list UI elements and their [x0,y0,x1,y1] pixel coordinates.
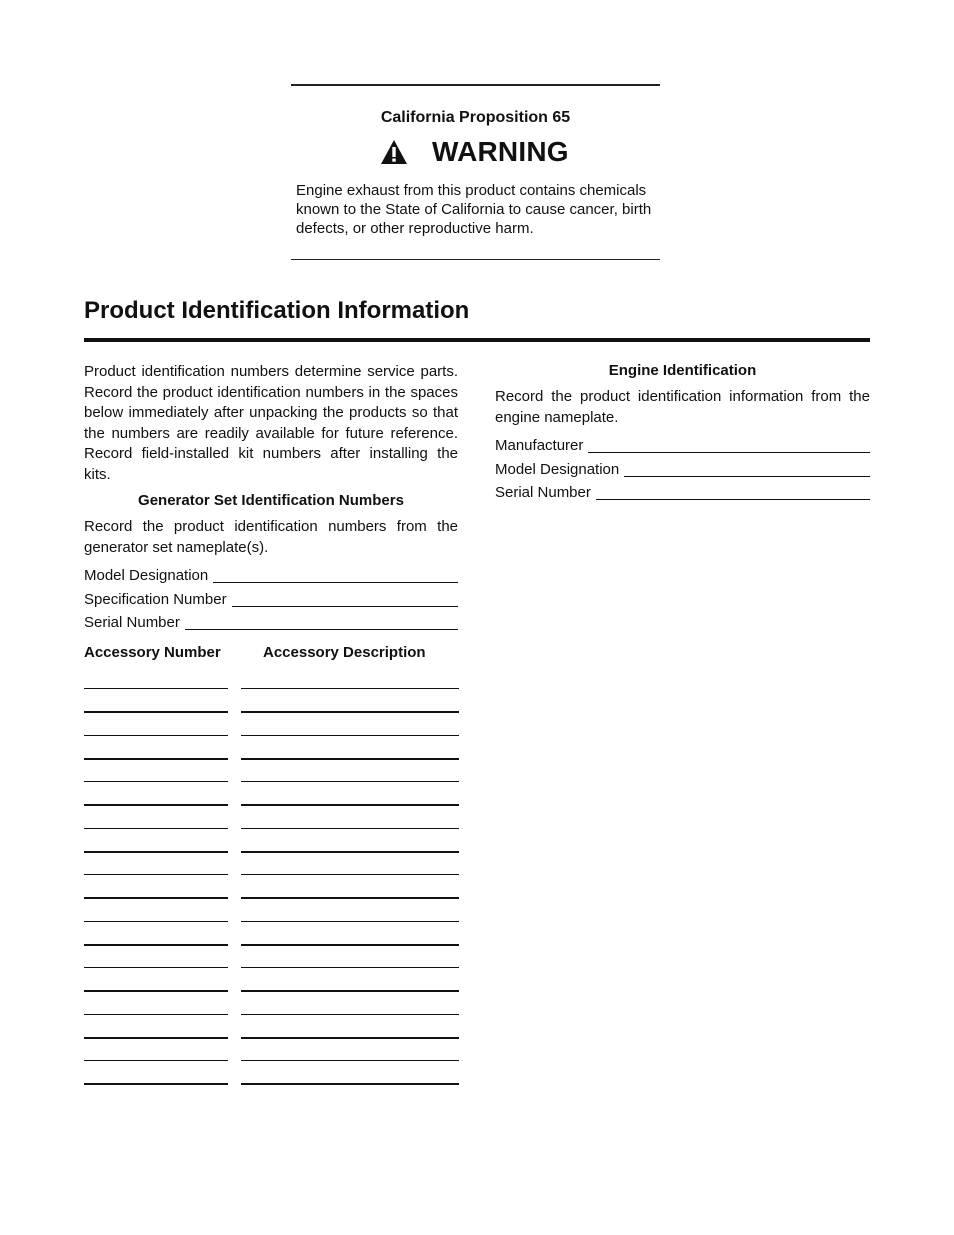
engine-serial-label: Serial Number [495,484,591,501]
accessory-description-line[interactable] [241,1037,459,1039]
accessory-description-line[interactable] [241,990,459,992]
accessory-description-line[interactable] [241,921,459,922]
genset-model-field[interactable] [84,564,458,584]
intro-paragraph: Product identification numbers determine service parts. Record the product identification numbers in the spaces below immediately after unpacking the products so that the numbers are readily available for future reference. Record field-installed kit numbers after installing the kits. [84,363,458,483]
accessory-number-line[interactable] [84,735,228,736]
accessory-description-line[interactable] [241,688,459,689]
accessory-description-line[interactable] [241,804,459,806]
engine-paragraph: Record the product identification information from the engine nameplate. [495,388,870,426]
genset-heading: Generator Set Identification Numbers [138,492,404,509]
genset-spec-line[interactable] [232,605,458,607]
accessory-description-header: Accessory Description [263,644,426,661]
accessory-number-header: Accessory Number [84,644,221,661]
accessory-description-line[interactable] [241,735,459,736]
genset-serial-line[interactable] [185,628,458,630]
accessory-number-line[interactable] [84,874,228,875]
accessory-description-line[interactable] [241,1014,459,1015]
engine-manufacturer-label: Manufacturer [495,437,584,454]
engine-heading: Engine Identification [608,362,757,379]
warning-title: California Proposition 65 [380,109,571,126]
genset-paragraph: Record the product identification numbers from the generator set nameplate(s). [84,518,458,556]
accessory-number-line[interactable] [84,781,228,782]
genset-spec-field[interactable] [84,588,458,608]
accessory-number-line[interactable] [84,851,228,853]
accessory-number-line[interactable] [84,1060,228,1061]
genset-serial-field[interactable] [84,611,458,631]
engine-model-field[interactable] [495,458,870,478]
genset-spec-label: Specification Number [84,591,227,608]
accessory-description-line[interactable] [241,851,459,853]
warning-body: Engine exhaust from this product contains chemicals known to the State of California to cause cancer, birth defects, or other reproductive harm. [296,182,652,237]
engine-serial-line[interactable] [596,498,870,500]
accessory-description-line[interactable] [241,1083,459,1085]
accessory-number-line[interactable] [84,897,228,899]
warning-bottom-rule [291,259,660,260]
section-title: Product Identification Information [84,297,470,324]
engine-serial-field[interactable] [495,481,870,501]
genset-model-label: Model Designation [84,567,209,584]
warning-triangle-icon [380,139,408,165]
accessory-description-line[interactable] [241,874,459,875]
genset-serial-label: Serial Number [84,614,180,631]
accessory-number-line[interactable] [84,1037,228,1039]
accessory-number-line[interactable] [84,688,228,689]
engine-manufacturer-line[interactable] [588,451,870,453]
accessory-description-line[interactable] [241,711,459,713]
accessory-description-line[interactable] [241,967,459,968]
section-rule [84,338,870,342]
accessory-description-line[interactable] [241,897,459,899]
accessory-number-line[interactable] [84,967,228,968]
accessory-number-line[interactable] [84,711,228,713]
engine-model-line[interactable] [624,475,870,477]
engine-manufacturer-field[interactable] [495,434,870,454]
accessory-number-line[interactable] [84,1014,228,1015]
accessory-description-line[interactable] [241,781,459,782]
accessory-description-line[interactable] [241,758,459,760]
accessory-number-line[interactable] [84,804,228,806]
accessory-description-line[interactable] [241,1060,459,1061]
accessory-number-line[interactable] [84,990,228,992]
engine-model-label: Model Designation [495,461,620,478]
warning-heading [380,134,569,170]
warning-top-rule [291,84,660,86]
accessory-number-line[interactable] [84,758,228,760]
accessory-number-line[interactable] [84,944,228,946]
accessory-number-line[interactable] [84,921,228,922]
accessory-number-line[interactable] [84,1083,228,1085]
accessory-number-line[interactable] [84,828,228,829]
genset-model-line[interactable] [213,581,458,583]
accessory-description-line[interactable] [241,944,459,946]
warning-word: WARNING [432,136,569,167]
accessory-description-line[interactable] [241,828,459,829]
